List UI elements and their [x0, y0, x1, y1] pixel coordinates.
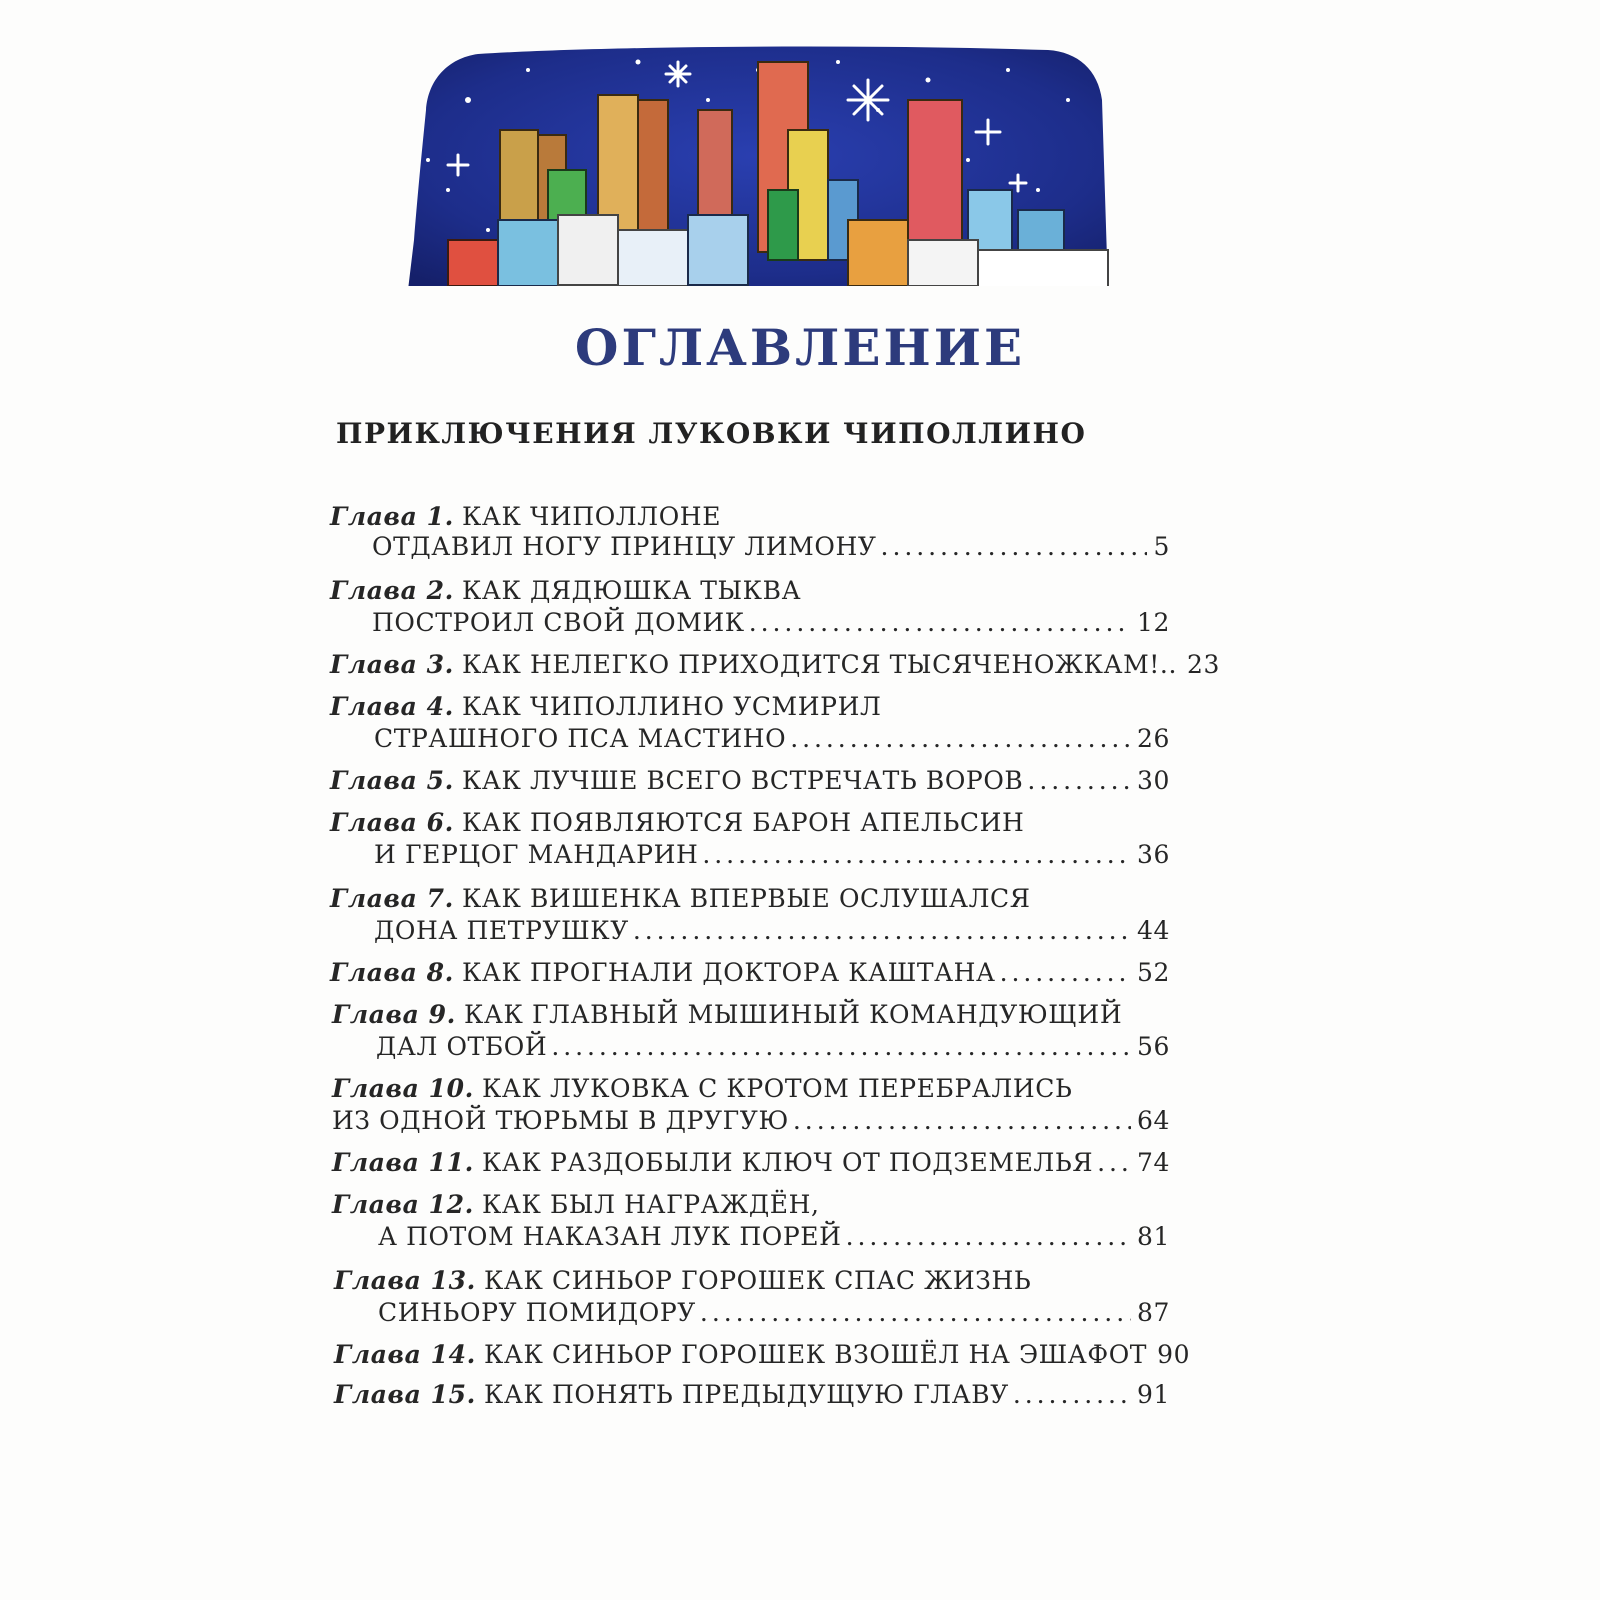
chapter-title: КАК БЫЛ НАГРАЖДЁН, [481, 1190, 820, 1219]
toc-entry-line[interactable] [374, 914, 1170, 948]
page-number: 56 [1136, 1032, 1170, 1061]
dot-leader [846, 1220, 1131, 1254]
chapter-title: КАК ПОНЯТЬ ПРЕДЫДУЩУЮ ГЛАВУ [483, 1380, 1009, 1409]
toc-entry-line[interactable] [330, 882, 1170, 916]
chapter-title: КАК НЕЛЕГКО ПРИХОДИТСЯ ТЫСЯЧЕНОЖКАМ!.. [461, 650, 1178, 679]
page-number: 74 [1136, 1148, 1170, 1177]
page-number: 90 [1157, 1340, 1191, 1369]
chapter-title-continued: СИНЬОРУ ПОМИДОРУ [378, 1298, 696, 1327]
chapter-title: КАК ГЛАВНЫЙ МЫШИНЫЙ КОМАНДУЮЩИЙ [463, 1000, 1123, 1029]
toc-entry-line[interactable] [372, 606, 1170, 640]
toc-entry-line[interactable] [334, 1264, 1170, 1298]
chapter-title-continued: А ПОТОМ НАКАЗАН ЛУК ПОРЕЙ [378, 1222, 842, 1251]
chapter-title-continued: ИЗ ОДНОЙ ТЮРЬМЫ В ДРУГУЮ [332, 1106, 789, 1135]
page-number: 64 [1136, 1106, 1170, 1135]
page-number: 81 [1136, 1222, 1170, 1251]
dot-leader [793, 1104, 1131, 1138]
dot-leader [1013, 1378, 1131, 1412]
toc-entry-line[interactable] [330, 690, 1170, 724]
dot-leader [881, 530, 1148, 564]
chapter-label: Глава 9. [332, 1000, 456, 1029]
chapter-label: Глава 10. [332, 1074, 474, 1103]
toc-entry-line[interactable] [374, 838, 1170, 872]
page-number: 44 [1136, 916, 1170, 945]
chapter-title-continued: И ГЕРЦОГ МАНДАРИН [374, 840, 699, 869]
toc-entry-line[interactable] [330, 764, 1170, 798]
dot-leader [700, 1296, 1131, 1330]
toc-entry-line[interactable] [376, 1030, 1170, 1064]
chapter-title-continued: СТРАШНОГО ПСА МАСТИНО [374, 724, 787, 753]
page-number: 5 [1153, 532, 1170, 561]
toc-entry-line[interactable] [372, 530, 1170, 564]
toc-entry-line[interactable] [330, 500, 1170, 534]
page-number: 52 [1136, 958, 1170, 987]
dot-leader [633, 914, 1131, 948]
toc-entry-line[interactable] [330, 574, 1170, 608]
chapter-title-continued: ПОСТРОИЛ СВОЙ ДОМИК [372, 608, 745, 637]
chapter-title: КАК ЛУКОВКА С КРОТОМ ПЕРЕБРАЛИСЬ [481, 1074, 1073, 1103]
chapter-title: КАК ДЯДЮШКА ТЫКВА [461, 576, 802, 605]
toc-entry-line[interactable] [330, 806, 1170, 840]
toc-entry-line[interactable] [378, 1220, 1170, 1254]
chapter-title: КАК ПРОГНАЛИ ДОКТОРА КАШТАНА [461, 958, 996, 987]
chapter-label: Глава 3. [330, 650, 454, 679]
toc-entry-line[interactable] [334, 1338, 1191, 1372]
toc-entry-line[interactable] [330, 648, 1221, 682]
page-number: 87 [1136, 1298, 1170, 1327]
dot-leader [1027, 764, 1131, 798]
dot-leader [702, 838, 1131, 872]
chapter-title-continued: ДАЛ ОТБОЙ [376, 1032, 548, 1061]
chapter-title-continued: ДОНА ПЕТРУШКУ [374, 916, 629, 945]
chapter-title: КАК РАЗДОБЫЛИ КЛЮЧ ОТ ПОДЗЕМЕЛЬЯ [481, 1148, 1094, 1177]
toc-entry-line[interactable] [330, 956, 1170, 990]
chapter-title: КАК СИНЬОР ГОРОШЕК ВЗОШЁЛ НА ЭШАФОТ [483, 1340, 1148, 1369]
chapter-title: КАК ЛУЧШЕ ВСЕГО ВСТРЕЧАТЬ ВОРОВ [461, 766, 1024, 795]
chapter-label: Глава 8. [330, 958, 454, 987]
chapter-title: КАК СИНЬОР ГОРОШЕК СПАС ЖИЗНЬ [483, 1266, 1032, 1295]
chapter-title: КАК ЧИПОЛЛОНЕ [461, 502, 722, 531]
chapter-label: Глава 1. [330, 502, 454, 531]
chapter-label: Глава 12. [332, 1190, 474, 1219]
toc-entry-line[interactable] [332, 1188, 1170, 1222]
toc-entry-line[interactable] [332, 998, 1170, 1032]
chapter-title: КАК ЧИПОЛЛИНО УСМИРИЛ [461, 692, 882, 721]
toc-entry-line[interactable] [374, 722, 1170, 756]
chapter-title-continued: ОТДАВИЛ НОГУ ПРИНЦУ ЛИМОНУ [372, 532, 877, 561]
page-title: ОГЛАВЛЕНИЕ [574, 318, 1026, 377]
toc-entry-line[interactable] [378, 1296, 1170, 1330]
chapter-label: Глава 13. [334, 1266, 476, 1295]
toc-entry-line[interactable] [334, 1378, 1170, 1412]
page-number: 26 [1136, 724, 1170, 753]
toc-entry-line[interactable] [332, 1104, 1170, 1138]
page-number: 30 [1136, 766, 1170, 795]
chapter-label: Глава 14. [334, 1340, 476, 1369]
page-number: 23 [1187, 650, 1221, 679]
chapter-label: Глава 2. [330, 576, 454, 605]
dot-leader [551, 1030, 1131, 1064]
chapter-title: КАК ПОЯВЛЯЮТСЯ БАРОН АПЕЛЬСИН [461, 808, 1025, 837]
chapter-label: Глава 7. [330, 884, 454, 913]
dot-leader [790, 722, 1131, 756]
chapter-label: Глава 5. [330, 766, 454, 795]
dot-leader [1097, 1146, 1131, 1180]
page-number: 36 [1136, 840, 1170, 869]
page-number: 12 [1136, 608, 1170, 637]
dot-leader [1000, 956, 1131, 990]
page-number: 91 [1136, 1380, 1170, 1409]
chapter-label: Глава 15. [334, 1380, 476, 1409]
chapter-label: Глава 11. [332, 1148, 474, 1177]
toc-entry-line[interactable] [332, 1146, 1170, 1180]
chapter-title: КАК ВИШЕНКА ВПЕРВЫЕ ОСЛУШАЛСЯ [461, 884, 1031, 913]
chapter-label: Глава 6. [330, 808, 454, 837]
dot-leader [749, 606, 1131, 640]
book-title: ПРИКЛЮЧЕНИЯ ЛУКОВКИ ЧИПОЛЛИНО [336, 417, 1087, 450]
toc-entry-line[interactable] [332, 1072, 1170, 1106]
chapter-label: Глава 4. [330, 692, 454, 721]
